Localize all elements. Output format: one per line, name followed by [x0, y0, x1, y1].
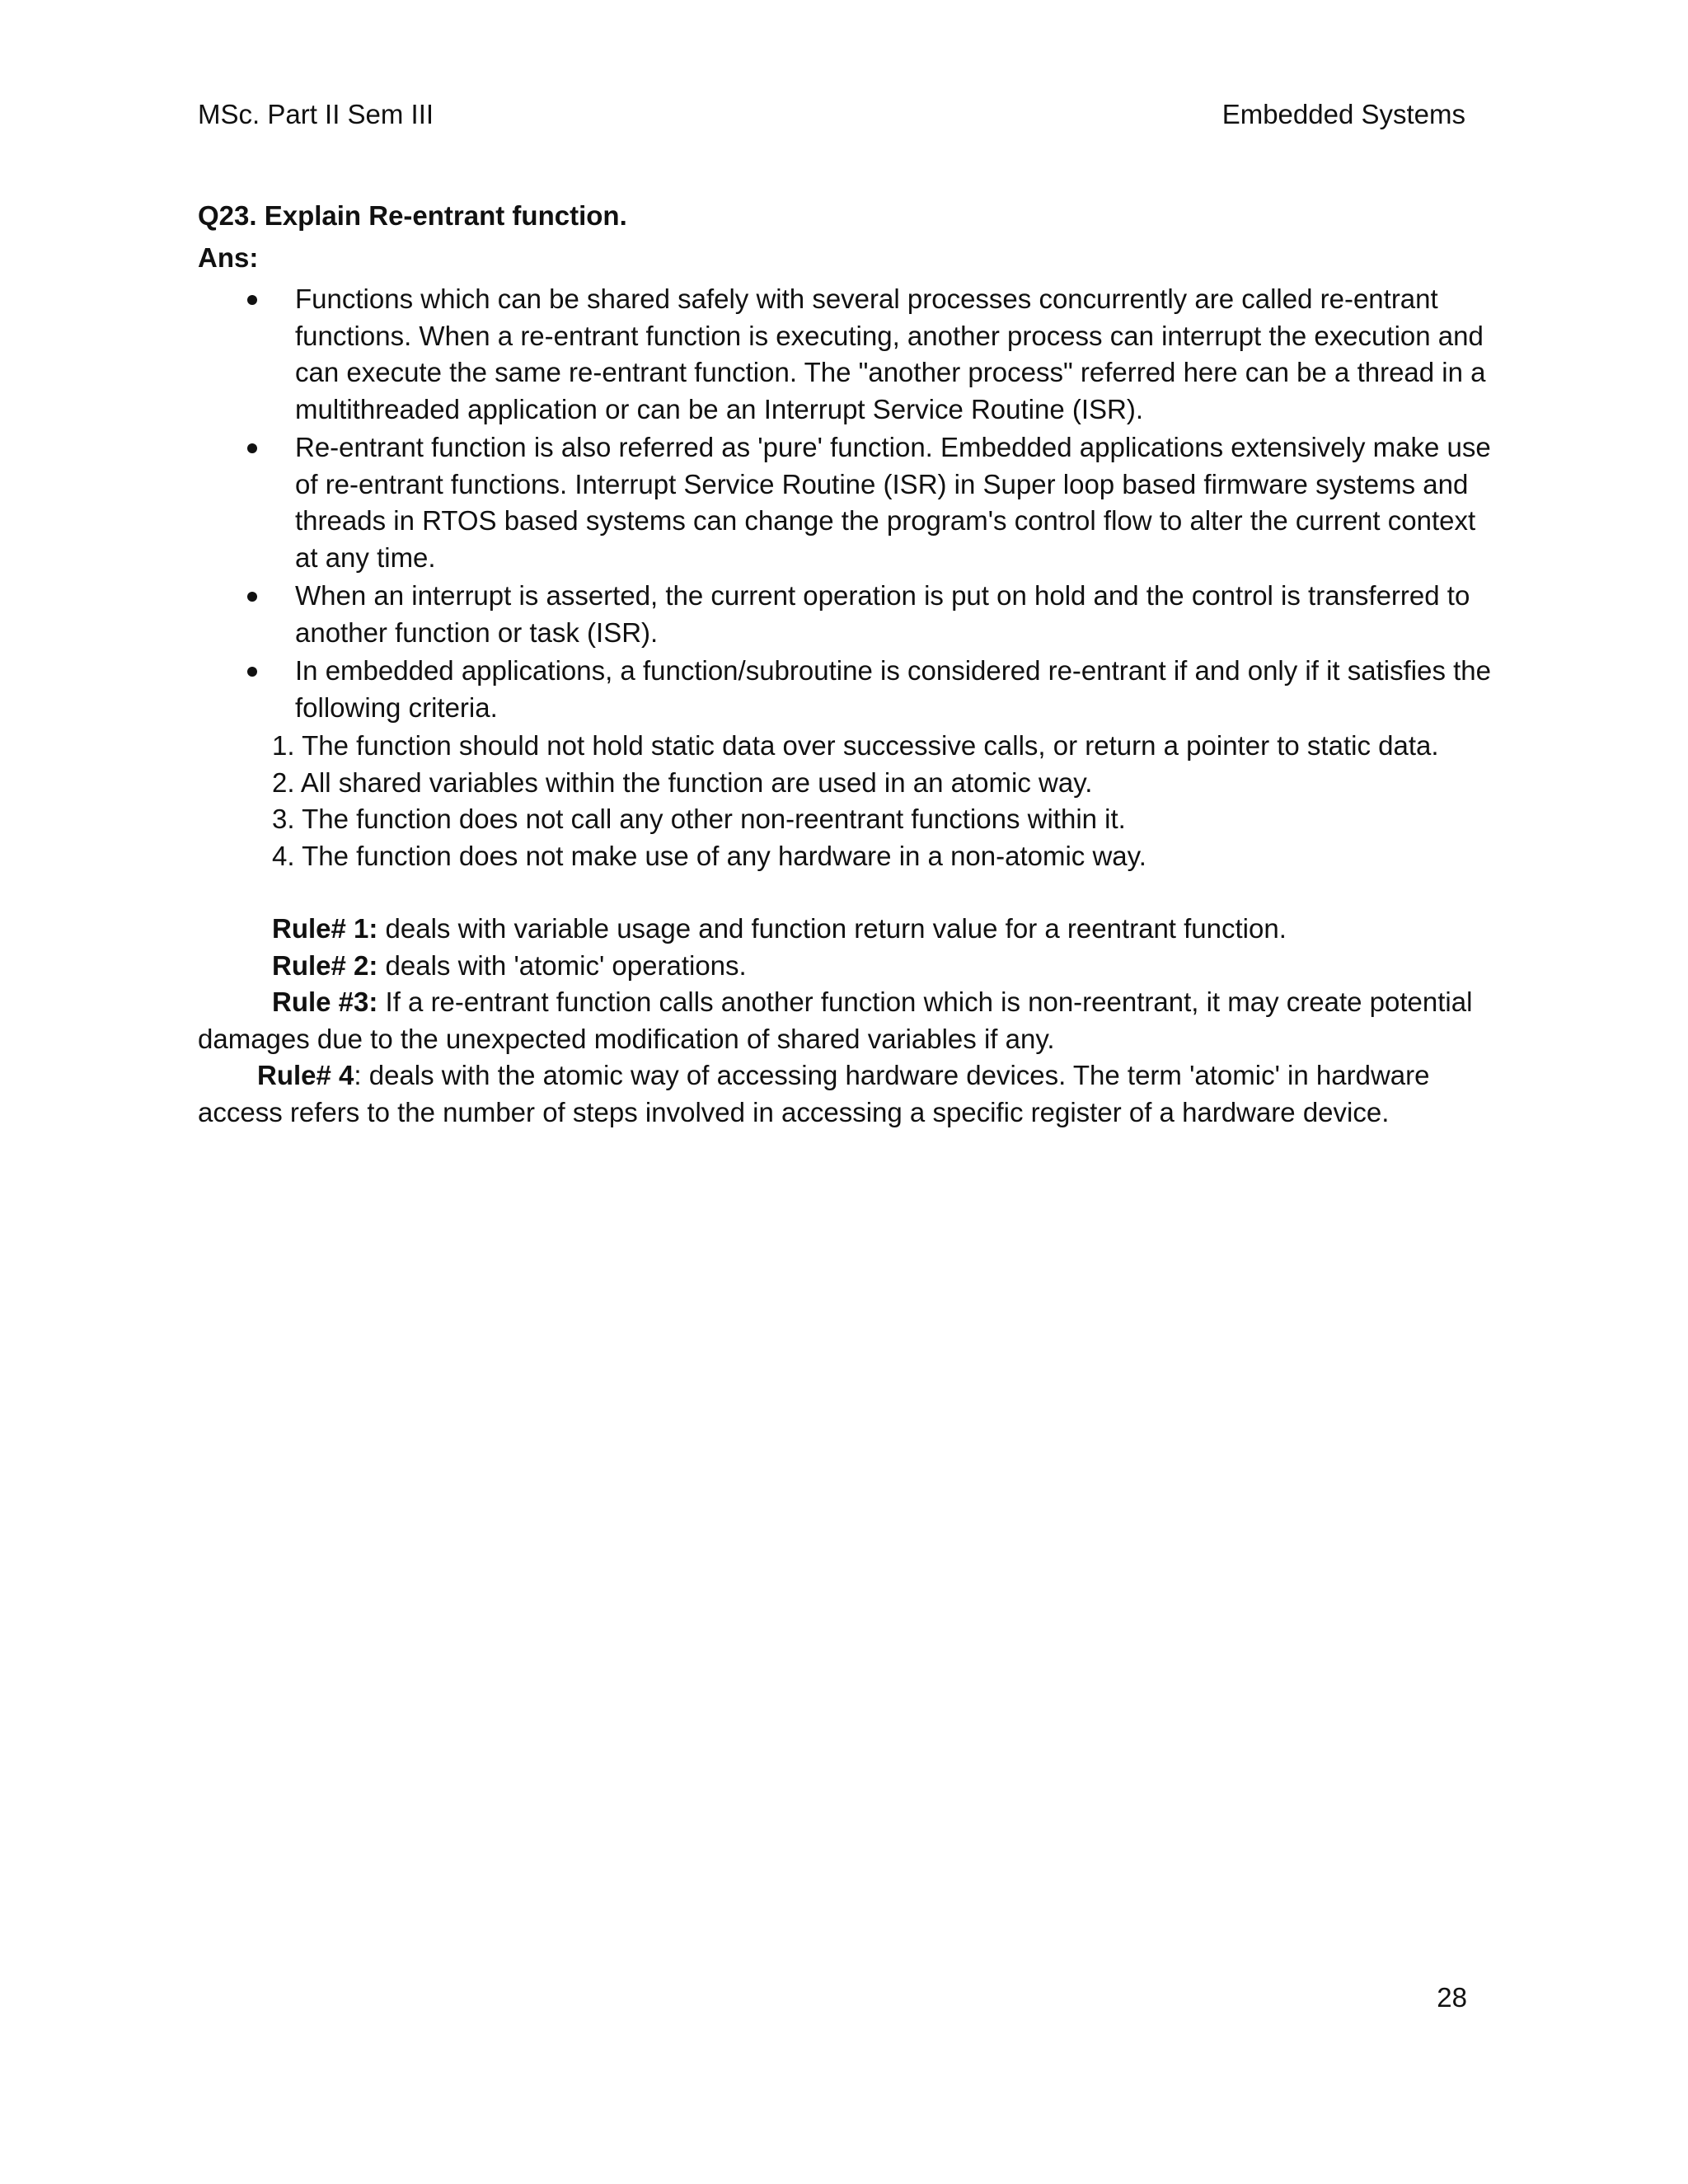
rule-label: Rule #3: [272, 987, 378, 1017]
page-content [198, 198, 1492, 1131]
page-number: 28 [1437, 1982, 1467, 2013]
bullet-item [198, 653, 1492, 726]
bullet-item [198, 429, 1492, 576]
bullet-icon [247, 592, 257, 602]
rule-2 [198, 948, 1492, 985]
bullet-list [198, 281, 1492, 726]
bullet-icon [247, 667, 257, 677]
bullet-text: In embedded applications, a function/subroutine is considered re-entrant if and only if it satisfies the following criteria. [295, 655, 1492, 723]
rule-label: Rule# 2: [272, 949, 378, 981]
header-subject: Embedded Systems [1221, 99, 1465, 129]
rules-section [198, 911, 1492, 1131]
rule-label: Rule# 1: [272, 913, 378, 944]
answer-label: Ans: [198, 241, 259, 273]
rule-label: Rule# 4 [257, 1060, 354, 1090]
rule-text: deals with 'atomic' operations. [377, 949, 747, 981]
rule-text: deals with variable usage and function return value for a reentrant function. [377, 913, 1287, 944]
rule-text: If a re-entrant function calls another function which is non-reentrant, it may create potential damages due to the unexpected modification of shared variables if any. [198, 987, 1473, 1054]
header-course: MSc. Part II Sem III [198, 99, 434, 129]
bullet-icon [247, 295, 257, 305]
bullet-icon [247, 443, 257, 453]
criteria-list [198, 728, 1492, 874]
bullet-item [198, 578, 1492, 651]
rule-text: : deals with the atomic way of accessing hardware devices. The term 'atomic' in hardware access refers to the number of steps involved in accessing a specific register of a hardware device. [198, 1060, 1430, 1127]
criteria-item: 2. All shared variables within the function are used in an atomic way. [272, 766, 1093, 798]
criteria-item: 1. The function should not hold static data over successive calls, or return a pointer to static data. [272, 730, 1439, 761]
criteria-item: 3. The function does not call any other non-reentrant functions within it. [272, 804, 1126, 834]
bullet-text: Functions which can be shared safely with several processes concurrently are called re-entrant functions. When a re-entrant function is executing, another process can interrupt the execution and can execute the same re-entrant function. The "another process" referred here can be a thread in a multithreaded application or can be an Interrupt Service Routine (ISR). [295, 284, 1486, 424]
rule-4 [198, 1057, 1492, 1131]
question-heading: Q23. Explain Re-entrant function. [198, 200, 627, 231]
bullet-text: When an interrupt is asserted, the current operation is put on hold and the control is transferred to another function or task (ISR). [295, 580, 1470, 648]
rule-3 [198, 984, 1492, 1057]
bullet-item [198, 281, 1492, 428]
bullet-text: Re-entrant function is also referred as 'pure' function. Embedded applications extensively make use of re-entrant functions. Interrupt Service Routine (ISR) in Super loop based firmware systems and threads in RTOS based systems can change the program's control flow to alter the current context at any time. [295, 432, 1491, 573]
rule-1 [198, 911, 1492, 948]
criteria-item: 4. The function does not make use of any hardware in a non-atomic way. [272, 840, 1146, 871]
